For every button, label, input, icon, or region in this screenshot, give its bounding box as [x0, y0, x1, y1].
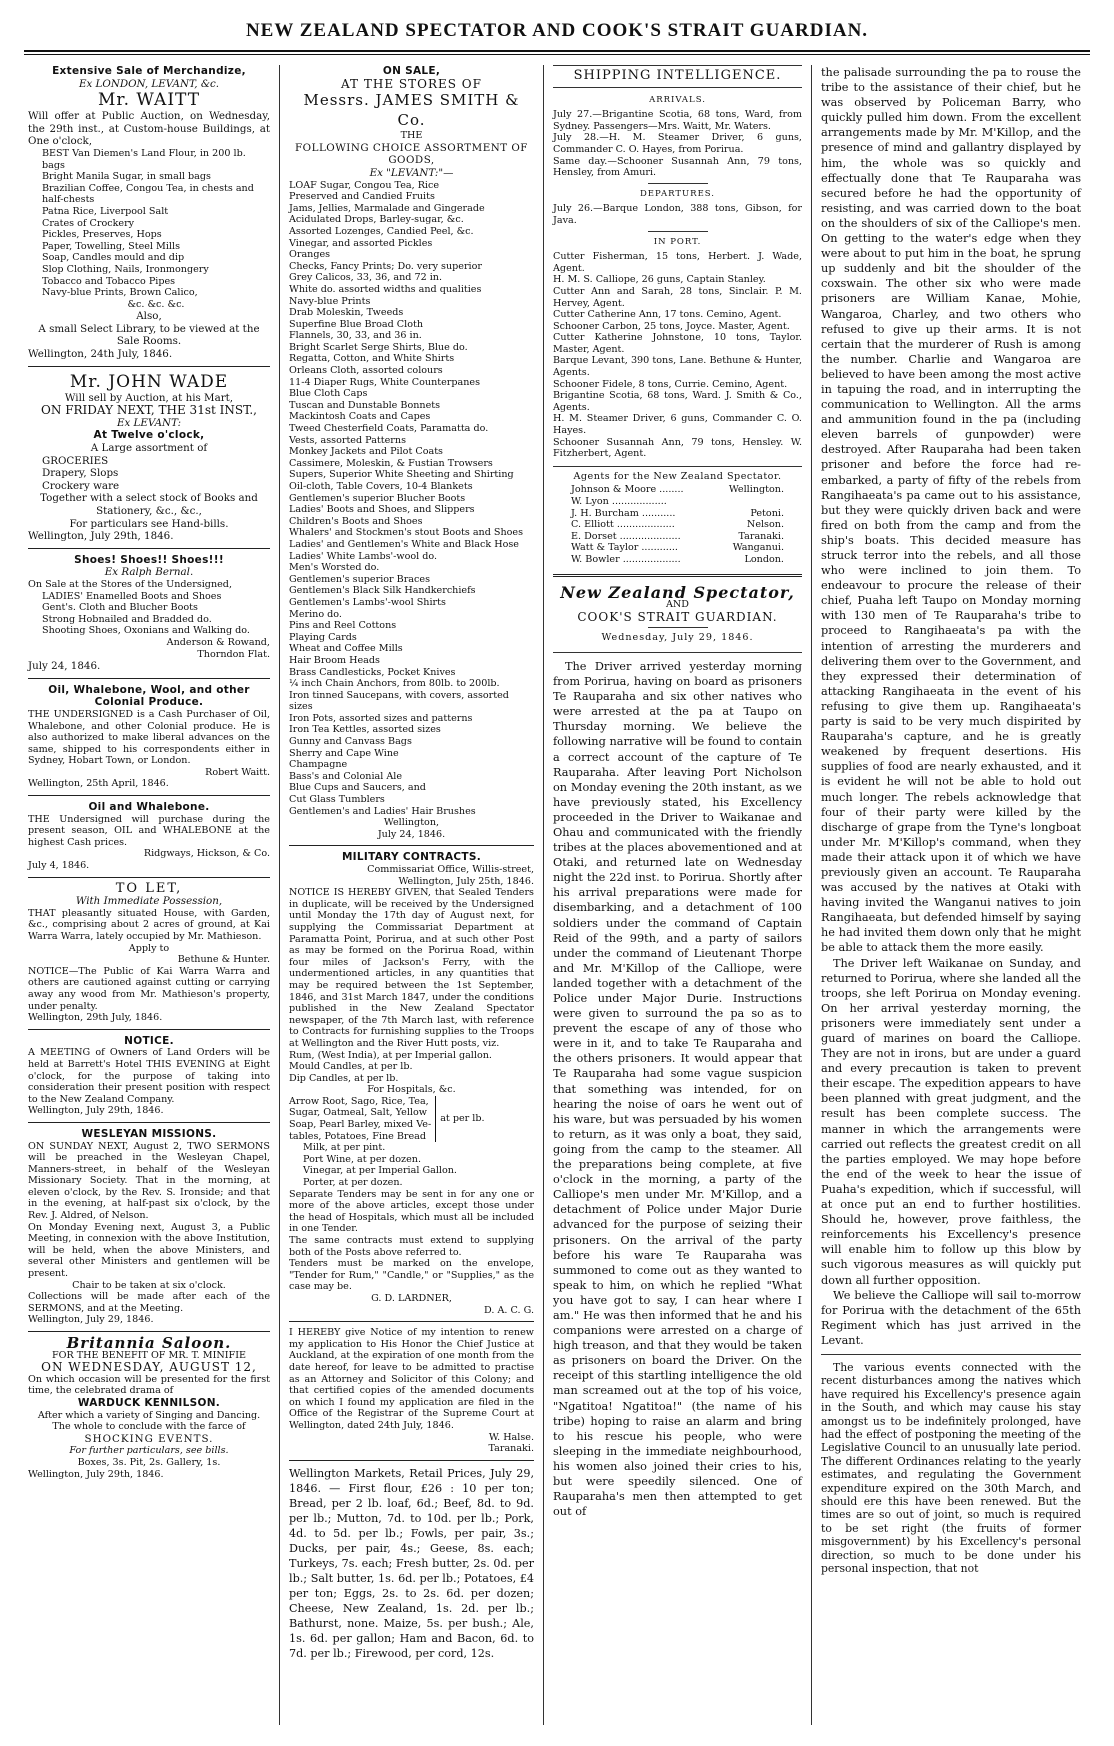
ad-place: Taranaki. [488, 1443, 534, 1455]
paper-and: AND [665, 599, 689, 611]
ad-text: For Hospitals, &c. [367, 1084, 456, 1096]
ad-body: NOTICE—The Public of Kai Warra Warra and others are cautioned against cutting or carrying away any wood from Mr. Mathieson's property, under penalty. [28, 965, 270, 1012]
ad-military [289, 845, 534, 1316]
list-item: Whalers' and Stockmen's stout Boots and Shoes [289, 527, 524, 539]
list-item: Blue Cloth Caps [289, 388, 368, 400]
ad-waitt [28, 65, 270, 361]
list-item: Regatta, Cotton, and White Shirts [289, 353, 455, 365]
ad-text: Collections will be made after each of the SERMONS, and at the Meeting. [28, 1291, 270, 1314]
list-item: LOAF Sugar, Congou Tea, Rice [289, 179, 440, 191]
ad-text: Together with a select stock of Books and Stationery, &c., &c., [40, 492, 258, 517]
agent-place: London. [744, 553, 784, 565]
ad-date: July 4, 1846. [28, 860, 90, 872]
agent-name: W. Lyon .................. [571, 496, 667, 507]
ad-date: Wellington, July 29th, 1846. [28, 530, 174, 543]
ad-body: On Monday Evening next, August 3, a Public Meeting, in connexion with the above Institution, will be held, when the above Ministers, and several other Ministers and gentlemen will be present. [28, 1221, 270, 1280]
list-item: Orleans Cloth, assorted colours [289, 365, 443, 377]
list-item: Superfine Blue Broad Cloth [289, 318, 424, 330]
ad-title: WESLEYAN MISSIONS. [81, 1127, 217, 1140]
agent-place: Wanganui. [732, 542, 784, 554]
ad-body: On which occasion will be presented for the first time, the celebrated drama of [28, 1373, 270, 1397]
merchant-name: Messrs. JAMES SMITH & Co. [303, 91, 520, 130]
list-item: Wheat and Coffee Mills [289, 643, 403, 655]
list-item: Monkey Jackets and Pilot Coats [289, 446, 443, 458]
ad-ex: Ex LEVANT: [116, 416, 182, 429]
paper-subtitle: COOK'S STRAIT GUARDIAN. [577, 609, 778, 624]
ad-title: Oil and Whalebone. [88, 801, 210, 814]
ad-date: Wellington, 24th July, 1846. [28, 348, 173, 361]
agent-row [571, 484, 784, 496]
ad-place: Commissariat Office, Willis-street, [367, 864, 534, 875]
list-item: Tuscan and Dunstable Bonnets [289, 399, 441, 411]
ad-ex: Ex "LEVANT:"— [369, 166, 454, 179]
agent-place: Wellington. [728, 484, 784, 496]
agent-name: W. Bowler ................... [571, 553, 681, 565]
ad-text: Rum, (West India), at per Imperial gallon. [289, 1049, 492, 1061]
list-item: Ladies' Boots and Shoes, and Slippers [289, 504, 475, 516]
item-list [28, 591, 270, 637]
article-paragraph: The Driver arrived yesterday morning from Porirua, having on board as prisoners Te Rauparaha and six other natives who were arrested at the pa at Taupo on Thursday morning. We believe the following narrative will be found to contain a correct account of the capture of Te Rauparaha. After leaving Port Nicholson on Monday evening the 20th instant, as we have previously stated, his Excellency proceeded in the Driver to Waikanae and Ohau and communicated with the friendly tribes at the places abovementioned and at Otaki, and returned late on Wednesday night the 22d inst. to Porirua. Shortly after his arrival preparations were made for disembarking, and a detachment of 100 soldiers under the command of Captain Reid of the 99th, and a party of sailors under the command of Lieutenant Thorpe and Mr. M'Killop of the Calliope, were landed together with a detachment of the Police under Major Durie. Instructions were given to surround the pa so as to prevent the escape of any of those who were in it, and to take Te Rauparaha and the others prisoners. It would appear that Te Rauparaha had some vague suspicion that something was intended, for on hearing the noise of oars he went out of his ware, but was persuaded by his women to return, as it was only a boat, they said, going from the camp to the steamer. All the preparations being complete, at five o'clock in the morning, a party of the Calliope's men under Mr. M'Killop, and a detachment of Police under Major Durie advanced for the purpose of seizing their prisoners. On the arrival of the party before his ware Te Rauparaha was summoned to come out as they wanted to speak to him, on which he replied "What you have got to say, I can hear where I am." He was then informed that he and his companions were arrested on a charge of high treason, and that they would be taken as prisoners on board the Driver. On the receipt of this startling intelligence the old man screamed out at the top of his voice, "Ngatitoa! Ngatitoa!" (the name of his tribe) hoping to raise an alarm and bring to his rescue his people, who were sleeping in the immediate neighbourhood, his women also joined their cries to his, but were speedily silenced. One of Rauparaha's men then attempted to get out of [553, 659, 802, 1519]
ad-text: THE [400, 130, 423, 142]
article-legislative [821, 1361, 1081, 1576]
ad-title: Britannia Saloon. [66, 1334, 232, 1352]
list-item: Brigantine Scotia, 68 tons, Ward. J. Smith & Co., Agents. [553, 390, 802, 413]
article-continued [821, 65, 1081, 1348]
list-item: Cutter Katherine Johnstone, 10 tons, Taylor. Master, Agent. [553, 332, 802, 355]
list-item: Drab Moleskin, Tweeds [289, 307, 404, 319]
list-item: Blue Cups and Saucers, and [289, 782, 426, 794]
divider [553, 466, 802, 467]
list-item: Children's Boots and Shoes [289, 515, 423, 527]
ad-signature: D. A. C. G. [484, 1304, 534, 1316]
list-item: Cutter Catherine Ann, 17 tons. Cemino, Agent. [553, 309, 782, 321]
ad-signature: W. Halse. [488, 1431, 534, 1443]
list-item: GROCERIES [42, 454, 109, 467]
list-item: Pins and Reel Cottons [289, 620, 397, 632]
list-item: Gentlemen's superior Braces [289, 573, 431, 585]
article-paragraph: the palisade surrounding the pa to rouse the tribe to the assistance of their chief, but he was observed by Policeman Barry, who quickly pulled him down. From the excellent arrangements made by Mr. M'Killop, and the presence of mind and gallantry displayed by him, the whole was so quickly and effectually done that Te Rauparaha was secured before he had the opportunity of resisting, and was carried down to the boat on the shoulders of six of the Calliope's men. On getting to the water's edge when they were about to put him in the boat, he sprung up suddenly and bit the shoulder of the coxswain. The other six who were made prisoners are William Kanae, Mohie, Wangaroa, Charley, and two others who refused to give up their arms. It is not certain that the murderer of Rush is among the number. Charlie and Wangaroa are believed to have been among the most active in tapuing the road, and in interrupting the communication to Wellington. All the arms and ammunition found in the pa (including eleven barrels of gunpowder) were destroyed. After Rauparaha had been taken prisoner and before the force had re-embarked, a party of fifty of the rebels from Rangihaeata's pa came out to his assistance, but they were quickly driven back and were fired on both from the camp and from the ship's boats. This decided measure has struck terror into the rebels, and all those who were inclined to join them. To endeavour to procure the release of their chief, Puaha left Taupo on Monday morning with 130 men of Te Rauparaha's tribe to proceed to Rangihaeata's pa with the intention of arresting the murderers and delivering them over to the Government, and they expressed their determination of attacking Rangihaeata in the event of his refusing to give them up. Rangihaeata's party is said to be very much dispirited by Rauparaha's capture, and he is greatly weakened by frequent desertions. His supplies of food are nearly exhausted, and it is evident he will not be able to hold out much longer. The rebels acknowledge that four of their party were killed by the discharge of grape from the Tyne's longboat under Mr. M'Killop's command, when they made their attack upon it of which we have previously given an account. Te Rauparaha was accused by the natives at Otaki with having invited the Wanganui natives to join Rangihaeata, but defended himself by saying he had invited them down only that he might be able to attack them the more easily. [821, 66, 1081, 955]
ad-title: MILITARY CONTRACTS. [341, 851, 482, 864]
list-item: Bright Manila Sugar, in small bags [42, 171, 211, 183]
list-item: Cut Glass Tumblers [289, 794, 385, 806]
ad-body: Separate Tenders may be sent in for any one or more of the above articles, except those under the head of Hospitals, which must all be included in one Tender. [289, 1188, 534, 1235]
list-item: Brass Candlesticks, Pocket Knives [289, 666, 456, 678]
ad-play: SHOCKING EVENTS. [84, 1432, 214, 1445]
divider [648, 231, 708, 232]
column-1 [24, 65, 279, 1725]
ad-date: July 24, 1846. [28, 660, 101, 673]
list-item: Bright Scarlet Serge Shirts, Blue do. [289, 341, 468, 353]
ad-saloon [28, 1331, 270, 1480]
ad-text: FOR THE BENEFIT OF MR. T. MINIFIE [51, 1349, 246, 1361]
list-item: Flannels, 30, 33, and 36 in. [289, 330, 422, 342]
item-list [289, 1096, 436, 1142]
list-item: Ladies' and Gentlemen's White and Black Hose [289, 538, 519, 550]
list-item: Brazilian Coffee, Congou Tea, in chests and half-chests [42, 182, 254, 206]
ad-notice [28, 1029, 270, 1117]
list-item: July 28.—H. M. Steamer Driver, 6 guns, Commander C. O. Hayes, from Porirua. [553, 132, 802, 155]
list-item: Cutter Ann and Sarah, 28 tons, Sinclair. P. M. Hervey, Agent. [553, 285, 802, 309]
list-item: Gentlemen's superior Blucher Boots [289, 492, 466, 504]
ad-place: Wellington, [383, 817, 440, 829]
divider [553, 574, 802, 577]
list-item: Patna Rice, Liverpool Salt [42, 205, 169, 217]
agent-row [571, 531, 784, 543]
list-item: H. M. Steamer Driver, 6 guns, Commander C. O. Hayes. [553, 413, 802, 437]
ad-text: FOLLOWING CHOICE ASSORTMENT OF GOODS, [295, 141, 528, 167]
ad-text: For further particulars, see bills. [69, 1445, 229, 1457]
list-item: Preserved and Candied Fruits [289, 191, 435, 203]
item-list [289, 180, 534, 818]
shipping-title: SHIPPING INTELLIGENCE. [553, 65, 802, 88]
ad-prices: Boxes, 3s. Pit, 2s. Gallery, 1s. [77, 1456, 221, 1468]
ad-place: Thorndon Flat. [197, 648, 270, 660]
agent-row [571, 508, 784, 520]
list-item: Tweed Chesterfield Coats, Paramatta do. [289, 423, 489, 435]
list-item: Iron tinned Saucepans, with covers, assorted sizes [289, 689, 509, 713]
ad-signature: Ridgways, Hickson, & Co. [143, 848, 270, 860]
list-item: ¼ inch Chain Anchors, from 80lb. to 200lb. [289, 678, 500, 690]
ad-oil-whalebone [28, 795, 270, 872]
list-item: Schooner Susannah Ann, 79 tons, Hensley. W. Fitzherbert, Agent. [553, 436, 802, 460]
agent-name: E. Dorset .................... [571, 530, 681, 542]
ad-wade [28, 366, 270, 543]
list-item: Vests, assorted Patterns [289, 434, 406, 446]
ad-title: Oil, Whalebone, Wool, and other Colonial Produce. [48, 683, 250, 709]
list-item: Crates of Crockery [42, 217, 135, 229]
ad-body: Wellington Markets, Retail Prices, July 29, 1846. — First flour, £26 : 10 per ton; Bread, per 2 lb. loaf, 6d.; Beef, 8d. to 9d. per lb.; Mutton, 7d. to 10d. per lb.; Pork, 4d. to 5d. per lb.; Fowls, per pair, 3s.; Ducks, per pair, 4s.; Geese, 8s. each; Turkeys, 7s. each; Fresh butter, 2s. 0d. per lb.; Salt butter, 1s. 6d. per lb.; Potatoes, £4 per ton; Eggs, 2s. to 2s. 6d. per dozen; Cheese, New Zealand, 1s. 2d. per lb.; Bathurst, none. Maize, 5s. per bush.; Ale, 1s. 6d. per gallon; Ham and Bacon, 6d. to 7d. per lb.; Firewood, per cord, 12s. [289, 1466, 534, 1660]
ad-body: THAT pleasantly situated House, with Garden, &c., comprising about 2 acres of ground, at Kai Warra Warra, lately occupied by Mr. Mathieson. [28, 907, 270, 942]
list-item: Iron Tea Kettles, assorted sizes [289, 724, 441, 736]
ad-body: The same contracts must extend to supplying both of the Posts above referred to. [289, 1235, 534, 1258]
ad-text: Vinegar, at per Imperial Gallon. [303, 1165, 457, 1177]
ad-halse [289, 1321, 534, 1455]
divider [648, 627, 708, 628]
list-item: Hair Broom Heads [289, 654, 380, 666]
ad-date: Wellington, 25th April, 1846. [28, 778, 169, 790]
ad-text: Mould Candles, at per lb. [289, 1061, 413, 1073]
ad-body: THE UNDERSIGNED is a Cash Purchaser of Oil, Whalebone, and other Colonial produce. He is also authorized to make liberal advances on the same, shipped to his correspondents either in Sydney, Hobart Town, or London. [28, 708, 270, 767]
ad-text: Chair to be taken at six o'clock. [72, 1279, 226, 1291]
item-list [28, 455, 270, 493]
divider [648, 183, 708, 184]
ad-title: TO LET, [115, 880, 183, 896]
list-item: Oil-cloth, Table Covers, 10-4 Blankets [289, 481, 473, 492]
ad-play: WARDUCK KENNILSON. [77, 1396, 221, 1409]
list-item: White do. assorted widths and qualities [289, 283, 482, 295]
list-item: Tobacco and Tobacco Pipes [42, 275, 176, 287]
list-item: Iron Pots, assorted sizes and patterns [289, 712, 473, 724]
list-item: Gentlemen's Black Silk Handkerchiefs [289, 585, 476, 597]
ad-text: ON FRIDAY NEXT, THE 31st INST., [41, 403, 257, 418]
ad-text: Milk, at per pint. [303, 1142, 386, 1154]
list-item: Checks, Fancy Prints; Do. very superior [289, 260, 482, 272]
section-label: ARRIVALS. [649, 94, 706, 105]
ad-date: Wellington, July 29th, 1846. [28, 1105, 164, 1117]
ad-body: THE Undersigned will purchase during the present season, OIL and WHALEBONE at the highest Cash prices. [28, 813, 270, 848]
ad-signature: Bethune & Hunter. [177, 954, 270, 966]
list-item: Drapery, Slops [42, 467, 119, 480]
ad-oil [28, 678, 270, 790]
ad-title: Shoes! Shoes!! Shoes!!! [74, 553, 224, 566]
list-item: Crockery ware [42, 479, 120, 492]
ad-wesleyan [28, 1122, 270, 1326]
list-item: Barque Levant, 390 tons, Lane. Bethune & Hunter, Agents. [553, 355, 802, 379]
ad-signature: Robert Waitt. [205, 766, 270, 778]
ad-title: NOTICE. [124, 1034, 174, 1047]
article-paragraph: The Driver left Waikanae on Sunday, and returned to Porirua, where she landed all the troops, she left Porirua on Monday evening. On her arrival yesterday morning, the prisoners were immediately sent under a guard of marines on board the Calliope. They are not in irons, but are under a guard and every precaution is taken to prevent their escape. The expedition appears to have been planned with great judgment, and the result has been complete success. The manner in which the arrangements were carried out reflects the greatest credit on all the parties employed. We may hope before the end of the week to hear the issue of Puaha's expedition, which if successful, will at once put an end to further hostilities. Should he, however, prove faithless, the reinforcements his Excellency's presence will enable him to follow up this blow by such vigorous measures as will quickly put down all further opposition. [821, 956, 1081, 1287]
list-item: Gent's. Cloth and Blucher Boots [42, 602, 198, 614]
list-item: H. M. S. Calliope, 26 guns, Captain Stanley. [553, 274, 766, 286]
agent-place: Taranaki. [738, 530, 784, 542]
item-list [28, 148, 270, 310]
in-port-list [553, 251, 802, 460]
list-item: Gentlemen's Lambs'-wool Shirts [289, 596, 446, 608]
list-item: Vinegar, and assorted Pickles [289, 237, 433, 249]
divider [821, 1354, 1081, 1355]
market-prices [289, 1460, 534, 1661]
agent-row [571, 542, 784, 554]
list-item: Same day.—Schooner Susannah Ann, 79 tons, Hensley, from Amuri. [553, 155, 802, 179]
agents-title: Agents for the New Zealand Spectator. [573, 470, 782, 482]
ad-date: July 24, 1846. [377, 828, 446, 840]
list-item: July 26.—Barque London, 388 tons, Gibson, for Java. [553, 203, 802, 226]
ad-shoes [28, 548, 270, 673]
ad-date: Wellington, 29th July, 1846. [28, 1012, 163, 1024]
ad-text: AT THE STORES OF [341, 76, 482, 91]
agent-place: Petoni. [750, 507, 784, 519]
list-item: July 27.—Brigantine Scotia, 68 tons, Ward, from Sydney. Passengers—Mrs. Waitt, Mr. Waters. [553, 109, 802, 132]
ad-date: Wellington, July 25th, 1846. [398, 875, 534, 887]
section-label: IN PORT. [653, 236, 702, 247]
ad-text: For particulars see Hand-bills. [69, 517, 229, 530]
columns [24, 65, 1090, 1725]
masthead-rule [24, 50, 1090, 55]
ad-text: The whole to conclude with the farce of [52, 1421, 246, 1433]
agents-list [553, 482, 802, 567]
list-item: Gentlemen's and Ladies' Hair Brushes [289, 805, 476, 817]
paper-name: New Zealand Spectator, [560, 582, 795, 602]
list-item: Soap, Candles mould and dip [42, 252, 185, 264]
masthead: NEW ZEALAND SPECTATOR AND COOK'S STRAIT GUARDIAN. [245, 20, 869, 41]
list-item: Merino do. [289, 608, 342, 620]
list-item: Arrow Root, Sago, Rice, Tea, [289, 1095, 429, 1107]
auctioneer-name: Mr. JOHN WADE [69, 371, 229, 392]
ad-ex: Ex LONDON, LEVANT, &c. [78, 77, 220, 90]
list-item: 11-4 Diaper Rugs, White Counterpanes [289, 376, 481, 388]
ad-signature: G. D. LARDNER, [371, 1292, 452, 1304]
agent-name: C. Elliott ................... [571, 519, 675, 531]
agent-name: Johnson & Moore ........ [571, 484, 684, 496]
ad-time: At Twelve o'clock, [93, 429, 205, 442]
list-item: Sugar, Oatmeal, Salt, Yellow [289, 1107, 427, 1119]
list-item: Cutter Fisherman, 15 tons, Herbert. J. Wade, Agent. [553, 251, 802, 274]
ad-text: Will sell by Auction, at his Mart, [64, 391, 234, 404]
list-item: Playing Cards [289, 631, 357, 643]
agent-place: Nelson. [746, 519, 784, 531]
ad-also: Also, [136, 310, 162, 323]
ad-text: Dip Candles, at per lb. [289, 1072, 399, 1084]
section-label: DEPARTURES. [639, 188, 715, 199]
ad-title: ON SALE, [382, 65, 441, 77]
column-4 [811, 65, 1090, 1725]
ad-body: ON SUNDAY NEXT, August 2, TWO SERMONS will be preached in the Wesleyan Chapel, Manners-street, in behalf of the Wesleyan Missionary Society. That in the morning, at eleven o'clock, by the Rev. S. Ironside; and that in the evening, at half-past six o'clock, by the Rev. J. Aldred, of Nelson. [28, 1140, 270, 1222]
list-item: Sherry and Cape Wine [289, 747, 399, 759]
list-item: Strong Hobnailed and Bradded do. [42, 613, 212, 625]
list-item: Acidulated Drops, Barley-sugar, &c. [289, 214, 464, 226]
ad-body: I HEREBY give Notice of my intention to renew my application to His Honor the Chief Justice at Auckland, at the expiration of one month from the date hereof, for leave to be admitted to practise as an Attorney and Solicitor of this Colony; and that certified copies of the amended documents on which I found my application are filed in the Office of the Registrar of the Supreme Court at Wellington, dated 24th July, 1846. [289, 1327, 534, 1431]
list-item: tables, Potatoes, Fine Bread [289, 1130, 427, 1142]
ad-text: Port Wine, at per dozen. [303, 1153, 422, 1165]
list-item: Mackintosh Coats and Capes [289, 411, 431, 423]
agent-name: Watt & Taylor ............ [571, 542, 678, 554]
hospital-items [289, 1096, 534, 1142]
ad-text: Apply to [128, 942, 170, 954]
agent-name: J. H. Burcham ........... [571, 507, 676, 519]
list-item: Schooner Carbon, 25 tons, Joyce. Master, Agent. [553, 320, 790, 332]
arrivals-list [553, 109, 802, 179]
ad-signature: Anderson & Rowand, [166, 636, 270, 648]
list-item: Soap, Pearl Barley, mixed Ve- [289, 1119, 432, 1131]
column-2 [279, 65, 543, 1725]
issue-date: Wednesday, July 29, 1846. [601, 632, 754, 644]
list-item: Supers, Superior White Sheeting and Shirting [289, 469, 514, 481]
column-3 [543, 65, 811, 1725]
ad-date: Wellington, July 29, 1846. [28, 1314, 154, 1326]
ad-subtitle: With Immediate Possession, [75, 895, 223, 908]
ad-text: After which a variety of Singing and Dancing. [37, 1409, 261, 1421]
list-item: Jams, Jellies, Marmalade and Gingerade [289, 202, 485, 214]
ad-date: Wellington, July 29th, 1846. [28, 1468, 164, 1480]
list-item: Navy-blue Prints [289, 295, 371, 307]
list-item: Cassimere, Moleskin, & Fustian Trowsers [289, 457, 493, 469]
list-item: BEST Van Diemen's Land Flour, in 200 lb. bags [42, 147, 246, 171]
ad-title: Extensive Sale of Merchandize, [52, 65, 246, 77]
divider [553, 652, 802, 653]
list-item: Oranges [289, 249, 331, 261]
ad-intro: Will offer at Public Auction, on Wednesday, the 29th inst., at Custom-house Buildings, at One o'clock, [28, 110, 270, 148]
list-item: Ladies' White Lambs'-wool do. [289, 550, 438, 562]
list-item: Navy-blue Prints, Brown Calico, [42, 287, 198, 299]
list-item: Shooting Shoes, Oxonians and Walking do. [42, 625, 250, 637]
auctioneer-name: Mr. WAITT [97, 90, 201, 111]
list-item: Slop Clothing, Nails, Ironmongery [42, 263, 209, 275]
ad-to-let [28, 877, 270, 1024]
list-item: Paper, Towelling, Steel Mills [42, 240, 180, 252]
ad-text: A small Select Library, to be viewed at the Sale Rooms. [38, 322, 260, 348]
ad-body: A MEETING of Owners of Land Orders will be held at Barrett's Hotel THIS EVENING at Eight o'clock, for the purpose of taking into consideration their present position with respect to the New Zealand Company. [28, 1047, 270, 1105]
ad-body: NOTICE IS HEREBY GIVEN, that Sealed Tenders in duplicate, will be received by the Undersigned until Monday the 17th day of August next, for supplying the Commissariat Department at Paramatta Point, Porirua, and at such other Post as may be formed on the Porirua Road, within four miles of Jackson's Ferry, with the undermentioned articles, in any quantities that may be required between the 1st September, 1846, and 31st March 1847, under the conditions published in the New Zealand Spectator newspaper, of the 7th March last, with reference to Contracts for furnishing supplies to the Troops at Wellington and the River Hutt posts, viz. [289, 887, 534, 1049]
article-rauparaha [553, 659, 802, 1519]
agent-row [571, 519, 784, 531]
list-item: Bass's and Colonial Ale [289, 770, 403, 782]
list-item: Assorted Lozenges, Candied Peel, &c. [289, 225, 474, 237]
article-paragraph: The various events connected with the recent disturbances among the natives which have required his Excellency's presence again in the South, and which may cause his stay amongst us to be indefinitely prolonged, have had the effect of postponing the meeting of the Legislative Council to an unusually late period. The different Ordinances relating to the yearly estimates, and regulating the Government expenditure expired on the 30th March, and should ere this have been renewed. But the times are so out of joint, so much is required to be set right (the fruits of former misgovernment) by his Excellency's personal direction, so much to be done under his personal inspection, that not [821, 1360, 1081, 1576]
article-paragraph: We believe the Calliope will sail to-morrow for Porirua with the detachment of the 65th Regiment which has just arrived in the Levant. [821, 1288, 1081, 1347]
ad-body: Tenders must be marked on the envelope, "Tender for Rum," "Candle," or "Supplies," as the case may be. [289, 1258, 534, 1293]
ad-text: at per lb. [440, 1113, 485, 1125]
list-item: Champagne [289, 759, 348, 771]
list-item: Schooner Fidele, 8 tons, Currie. Cemino, Agent. [553, 378, 788, 390]
ad-text: On Sale at the Stores of the Undersigned, [28, 578, 232, 590]
list-item: LADIES' Enamelled Boots and Shoes [42, 590, 222, 602]
list-item: Men's Worsted do. [289, 562, 380, 574]
ad-date: ON WEDNESDAY, AUGUST 12, [41, 1360, 257, 1375]
ad-text: A Large assortment of [90, 442, 208, 455]
agent-row [571, 554, 784, 566]
list-item: Grey Calicos, 33, 36, and 72 in. [289, 272, 443, 284]
agent-row [571, 496, 784, 508]
list-item: Pickles, Preserves, Hops [42, 229, 162, 241]
list-item: &c. &c. &c. [127, 298, 185, 310]
ad-ex: Ex Ralph Bernal. [104, 566, 194, 579]
ad-text: Porter, at per dozen. [303, 1177, 403, 1189]
ad-james-smith [289, 65, 534, 840]
list-item: Gunny and Canvass Bags [289, 736, 412, 748]
